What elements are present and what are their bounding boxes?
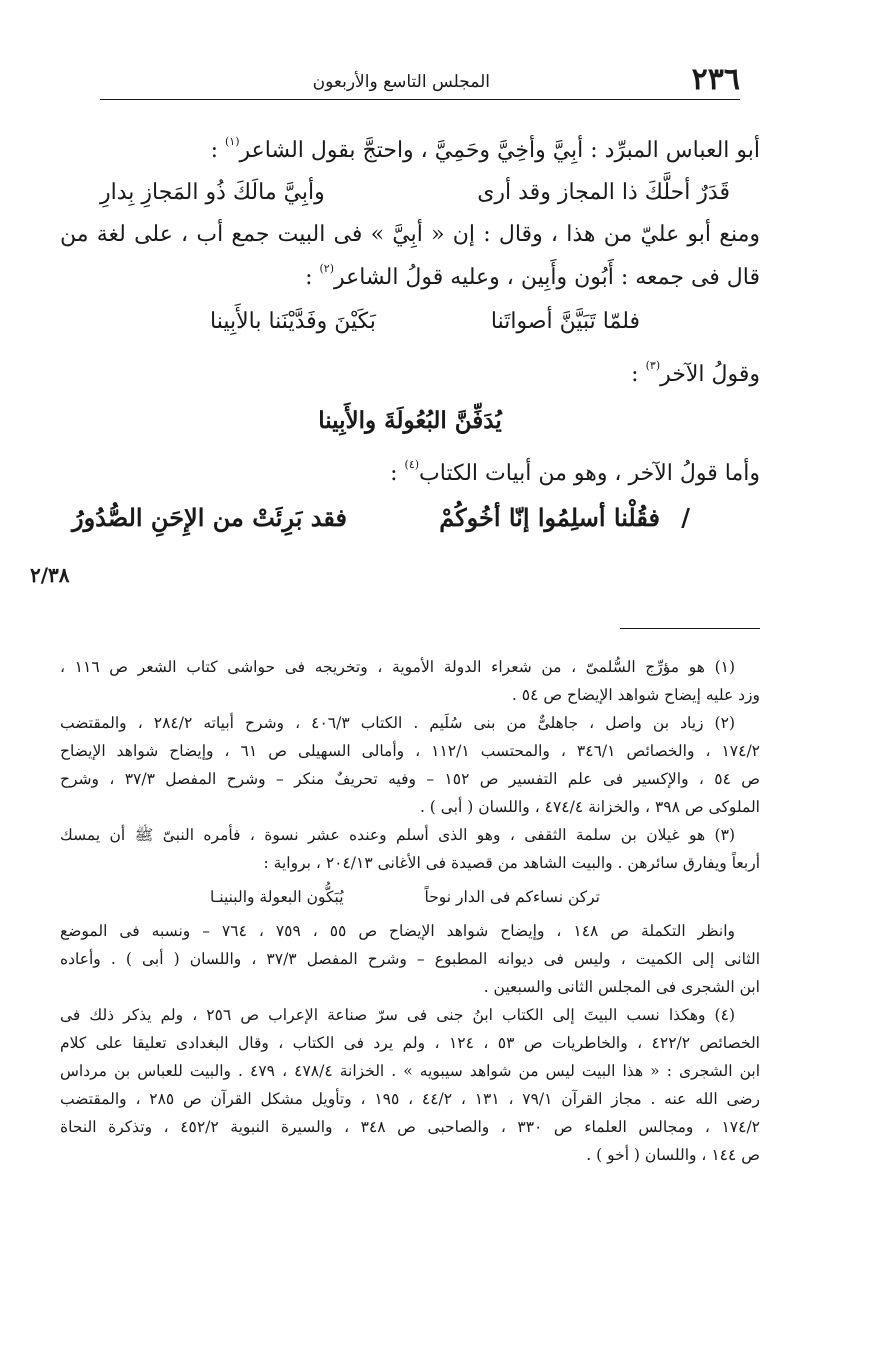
footnote-marker: (٤) [404, 458, 420, 471]
verse-slash: / [681, 503, 690, 532]
text-colon: : [631, 362, 639, 387]
verse-first-hemistich: فقُلْنا أسلِمُوا إنّا أخُوكُمْ [439, 503, 660, 532]
footnote-line: ١٧٤/٢ ، ومجالس العلماء ص ٣٣٠ ، والصاحبى ص ٣٤٨ ، والسيرة النبوية ٤٥٢/٢ ، وتذكرة النحاة [60, 1118, 761, 1136]
text-colon: : [305, 265, 313, 290]
text-colon: : [210, 138, 218, 163]
footnote-marker: (٢) [319, 262, 335, 275]
text-span: وقولُ الآخر [660, 362, 760, 387]
footnote-line: رضى الله عنه . مجاز القرآن ٧٩/١ ، ١٣١ ، ٤٤/٢ ، ١٩٥ ، وتأويل مشكل القرآن ص ٢٨٥ ، والمقتضب [60, 1090, 761, 1108]
footnote-line: ١٧٤/٢ ، والخصائص ٣٤٦/١ ، والمحتسب ١١٢/١ ، وأمالى السهيلى ص ٦١ ، وإيضاح شواهد الإيضاح [60, 742, 760, 760]
margin-reference: ٢/٣٨ [30, 563, 70, 587]
text-line [60, 252, 760, 295]
half-verse: يُدَفِّنَّ البُعُولَةَ والأَبِينا [318, 407, 502, 434]
footnote-marker: (١) [224, 135, 240, 148]
page-number: ٢٣٦ [691, 62, 740, 97]
header-rule [100, 99, 740, 100]
footnote-line: (٣) هو غيلان بن سلمة الثقفى ، وهو الذى أسلم وعنده عشر نسوة ، فأمره النبىّ ﷺ أن يمسك [60, 826, 735, 844]
footnote-line: الثانى إلى الكميت ، وليس فى ديوانه المطبوع – وشرح المفصل ٣٧/٣ ، واللسان ( أبى ) . وأعاده [60, 950, 760, 968]
footnote-line: وانظر التكملة ص ١٤٨ ، وإيضاح شواهد الإيضاح ص ٥٥ ، ٧٥٩ ، ٧٦٤ – ونسبه فى الموضع [60, 922, 736, 940]
text-span: أبو العباس المبرِّد : أبِيَّ وأخِيَّ وحَمِيَّ ، واحتجَّ بقول الشاعر [239, 138, 760, 163]
verse-line [60, 497, 760, 539]
verse-second-hemistich: يُبَكُّون البعولة والبنينـا [210, 888, 344, 906]
footnote-line: ص ١٤٤ ، واللسان ( أخو ) . [586, 1146, 760, 1164]
text-line [60, 349, 760, 392]
text-line: ومنع أبو عليّ من هذا ، وقال : إن « أبِيَّ » فى البيت جمع أب ، على لغة من [60, 222, 760, 247]
main-text [60, 125, 760, 539]
text-line [60, 448, 760, 491]
verse-first-hemistich: تركن نساءكم فى الدار نوحاً [424, 888, 600, 906]
footnote-line: أربعاً ويفارق سائرهن . والبيت الشاهد من قصيدة فى الأغانى ٢٠٤/١٣ ، برواية : [263, 854, 760, 872]
footnotes [60, 653, 760, 1169]
footnote-line: ابن الشجرى فى المجلس الثانى والسبعين . [483, 978, 760, 996]
footnote-line: الخصائص ٤٢٢/٢ ، والخاطريات ص ٥٣ ، ١٢٤ ، ولم يرد فى الكتاب ، وقال البغدادى تعليقا على كلام [60, 1034, 760, 1052]
footnote-line: الملوكى ص ٣٩٨ ، والخزانة ٤٧٤/٤ ، واللسان ( أبى ) . [419, 798, 760, 816]
footnote-rule [620, 628, 760, 629]
footnote-line: ص ٥٤ ، والإكسير فى علم التفسير ص ١٥٢ – وفيه تحريفٌ منكر – وشرح المفصل ٣٧/٣ ، وشرح [60, 770, 760, 788]
verse-first-hemistich: فلمّا تَبَيَّنَّ أصواتَنا [490, 309, 640, 334]
text-colon: : [390, 461, 398, 486]
text-span: وأما قولُ الآخر ، وهو من أبيات الكتاب [419, 461, 760, 486]
footnote-line: ابن الشجرى : « هذا البيت ليس من شواهد سيبويه » . الخزانة ٤٧٨/٤ ، ٤٧٩ . والبيت للعباس بن مرداس [60, 1062, 760, 1080]
footnote-line: (٢) زياد بن واصل ، جاهلىٌّ من بنى سُلَيم . الكتاب ٤٠٦/٣ ، وشرح أبياته ٢٨٤/٢ ، والمقتضب [60, 714, 735, 732]
verse-line [60, 301, 760, 343]
verse-second-hemistich: بَكَيْنَ وفَدَّيْنَنا بالأَبِينا [210, 309, 376, 334]
verse-second-hemistich: فقد بَرِئَتْ من الإِحَنِ الصُّدُورُ [72, 503, 347, 532]
text-span: قال فى جمعه : أَبُون وأَبِين ، وعليه قولُ الشاعر [334, 265, 760, 290]
verse-second-hemistich: وأبِيَّ مالَكَ ذُو المَجازِ بِدارِ [100, 180, 325, 205]
verse-line [60, 172, 760, 214]
footnote-verse [60, 877, 760, 917]
verse-first-hemistich: قَدَرٌ أحلَّكَ ذا المجاز وقد أرى [477, 180, 730, 205]
footnote-marker: (٣) [645, 359, 661, 372]
footnote-line: وزد عليه إيضاح شواهد الإيضاح ص ٥٤ . [511, 686, 760, 704]
footnote-line: (١) هو مؤرِّج السُّلمىّ ، من شعراء الدولة الأموية ، وتخريجه فى حواشى كتاب الشعر ص ١١٦ ، [60, 658, 736, 676]
text-line [60, 125, 760, 168]
footnote-line: (٤) وهكذا نسب البيتَ إلى الكتاب ابنُ جنى فى سرّ صناعة الإعراب ص ٢٥٦ ، ولم يذكر ذلك فى [60, 1006, 735, 1024]
running-title: المجلس التاسع والأربعون [312, 72, 490, 92]
page-header [100, 62, 740, 98]
